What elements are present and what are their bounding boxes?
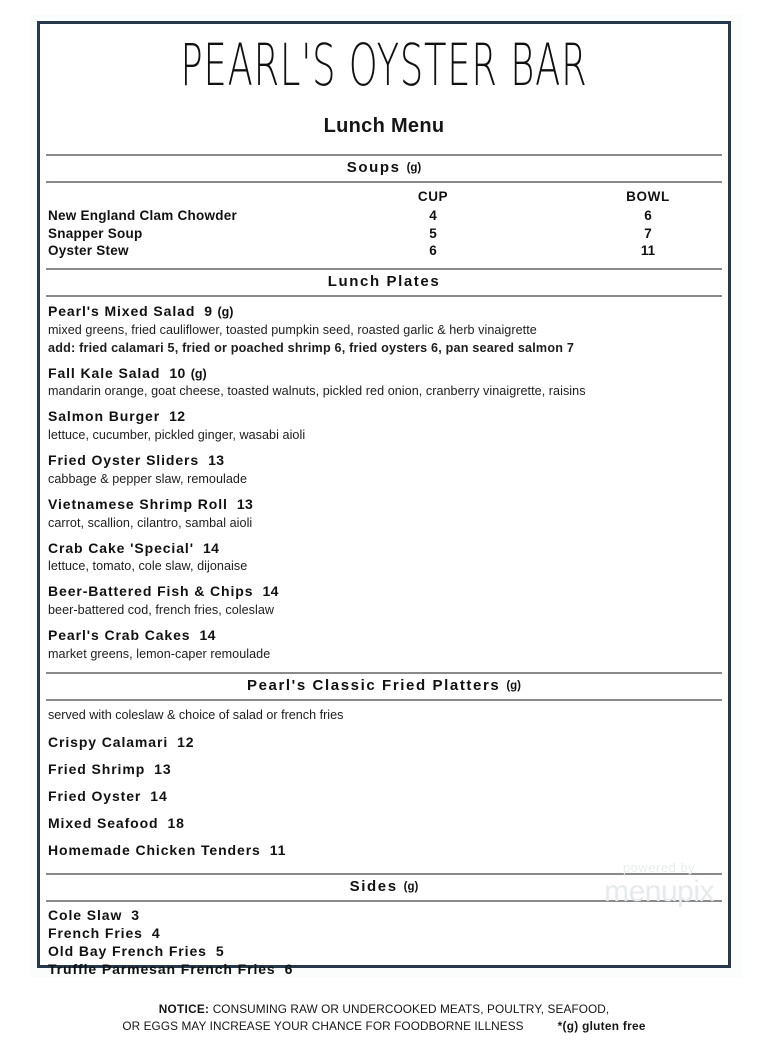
dish-name: Fried Oyster	[48, 788, 142, 805]
dish-name-row	[48, 539, 720, 559]
menu-subtitle: Lunch Menu	[323, 114, 445, 137]
list-item	[48, 961, 720, 979]
dish-description: beer-battered cod, french fries, coleslaw	[48, 603, 275, 618]
dish-name-row	[48, 364, 720, 384]
dish-name: Mixed Seafood	[48, 815, 159, 832]
soup-price-cup: 4	[429, 208, 437, 224]
section-header-lunch-plates	[46, 268, 722, 297]
dish-price: 11	[269, 842, 287, 859]
list-item	[48, 626, 720, 664]
sides-list	[40, 902, 728, 1042]
dish-description: mandarin orange, goat cheese, toasted walnuts, pickled red onion, cranberry vinaigrette, raisins	[48, 384, 586, 399]
section-title-soups-text: Soups	[346, 158, 401, 176]
list-item	[48, 786, 720, 807]
list-item	[48, 407, 720, 445]
section-title-fried-platters	[247, 677, 521, 694]
soup-price-cup: 6	[429, 243, 437, 259]
watermark-main-text: menupix	[604, 874, 714, 908]
table-row	[48, 243, 720, 261]
dish-price: 6	[284, 960, 294, 977]
dish-price: 9	[204, 302, 213, 319]
list-item	[48, 840, 720, 861]
gluten-free-legend: *(g) gluten free	[557, 1019, 646, 1034]
dish-addons: add: fried calamari 5, fried or poached shrimp 6, fried oysters 6, pan seared salmon 7	[48, 340, 575, 355]
gluten-free-marker: (g)	[190, 366, 207, 381]
lunch-plates-list	[40, 297, 728, 672]
soup-price-bowl: 11	[640, 243, 656, 259]
dish-price: 4	[151, 924, 161, 941]
dish-price: 5	[215, 942, 225, 959]
notice-line-1	[58, 1001, 710, 1019]
list-item	[48, 539, 720, 577]
soups-table	[40, 183, 728, 268]
dish-name-row	[48, 626, 720, 646]
list-item	[48, 302, 720, 358]
dish-price: 14	[262, 583, 279, 600]
fried-platters-list	[40, 701, 728, 876]
table-row	[48, 226, 720, 244]
dish-name: Fall Kale Salad	[48, 364, 161, 381]
soup-price-bowl: 6	[644, 208, 652, 224]
dish-price: 14	[202, 539, 220, 556]
list-item	[48, 582, 720, 620]
section-header-soups	[46, 154, 722, 183]
dish-name: Homemade Chicken Tenders	[48, 842, 261, 859]
dish-description: mixed greens, fried cauliflower, toasted pumpkin seed, roasted garlic & herb vinaigrette	[48, 322, 537, 337]
gluten-free-marker: (g)	[506, 679, 522, 692]
dish-name: Beer-Battered Fish & Chips	[48, 583, 254, 600]
gluten-free-marker: (g)	[217, 304, 234, 319]
dish-name: Pearl's Mixed Salad	[48, 302, 196, 319]
dish-price: 10	[169, 364, 186, 381]
dish-description: lettuce, cucumber, pickled ginger, wasabi aioli	[48, 428, 306, 443]
gluten-free-marker: (g)	[406, 161, 422, 174]
list-item	[48, 907, 720, 925]
soup-name: Oyster Stew	[48, 243, 129, 259]
soup-price-cup: 5	[429, 225, 437, 241]
list-item	[48, 451, 720, 489]
menu-sheet	[37, 21, 731, 1034]
soups-header-cup: CUP	[417, 188, 449, 204]
dish-name: Fried Oyster Sliders	[48, 452, 200, 469]
dish-name: Cole Slaw	[48, 907, 123, 924]
soups-column-headers	[48, 189, 720, 207]
dish-price: 18	[167, 815, 185, 832]
section-title-sides	[350, 878, 419, 895]
notice-lead: NOTICE:	[158, 1001, 210, 1016]
dish-name: Salmon Burger	[48, 408, 161, 425]
dish-name: Truffle Parmesan French Fries	[48, 960, 276, 977]
dish-price: 12	[169, 408, 186, 425]
dish-name: Old Bay French Fries	[48, 942, 207, 959]
soup-name: Snapper Soup	[48, 225, 143, 241]
footer-notice	[48, 1001, 720, 1036]
section-header-fried-platters	[46, 672, 722, 701]
dish-description: cabbage & pepper slaw, remoulade	[48, 471, 248, 486]
list-item	[48, 813, 720, 834]
dish-description: lettuce, tomato, cole slaw, dijonaise	[48, 559, 248, 574]
gluten-free-marker: (g)	[403, 881, 419, 894]
table-row	[48, 208, 720, 226]
dish-description: market greens, lemon-caper remoulade	[48, 646, 271, 661]
dish-name-row	[48, 407, 720, 427]
dish-name: Crispy Calamari	[48, 734, 169, 751]
list-item	[48, 495, 720, 533]
list-item	[48, 759, 720, 780]
dish-price: 3	[131, 907, 140, 924]
section-title-lunch-plates: Lunch Plates	[327, 272, 441, 290]
dish-name: Vietnamese Shrimp Roll	[48, 495, 228, 512]
notice-text-1: CONSUMING RAW OR UNDERCOOKED MEATS, POULTRY, SEAFOOD,	[212, 1001, 610, 1016]
dish-name: Pearl's Crab Cakes	[48, 627, 191, 644]
notice-text-2: OR EGGS MAY INCREASE YOUR CHANCE FOR FOODBORNE ILLNESS	[122, 1019, 524, 1034]
dish-price: 14	[150, 788, 168, 805]
page-title: PEARL'S OYSTER BAR	[180, 31, 588, 99]
list-item	[48, 732, 720, 753]
dish-price: 13	[208, 452, 225, 469]
section-title-fried-platters-text: Pearl's Classic Fried Platters	[246, 676, 501, 694]
dish-name: Crab Cake 'Special'	[48, 539, 194, 556]
dish-price: 12	[177, 734, 195, 751]
dish-price: 14	[199, 627, 216, 644]
list-item	[48, 925, 720, 943]
dish-name-row	[48, 451, 720, 471]
dish-price: 13	[154, 761, 172, 778]
list-item	[48, 943, 720, 961]
list-item	[48, 364, 720, 402]
section-header-sides	[46, 873, 722, 902]
dish-price: 13	[236, 495, 254, 512]
section-title-soups	[347, 159, 422, 176]
soup-name: New England Clam Chowder	[48, 208, 238, 224]
notice-line-2	[58, 1018, 710, 1036]
dish-name: French Fries	[48, 924, 143, 941]
dish-name-row	[48, 302, 720, 322]
dish-description: carrot, scallion, cilantro, sambal aioli	[48, 515, 253, 530]
soups-header-bowl: BOWL	[626, 188, 670, 204]
dish-name: Fried Shrimp	[48, 761, 146, 778]
dish-name-row	[48, 582, 720, 602]
masthead	[40, 24, 728, 154]
fried-platters-note: served with coleslaw & choice of salad or french fries	[48, 707, 344, 722]
soup-price-bowl: 7	[644, 225, 652, 241]
section-title-sides-text: Sides	[349, 878, 398, 896]
watermark-top-text: powered by	[622, 860, 696, 876]
dish-name-row	[48, 495, 720, 515]
